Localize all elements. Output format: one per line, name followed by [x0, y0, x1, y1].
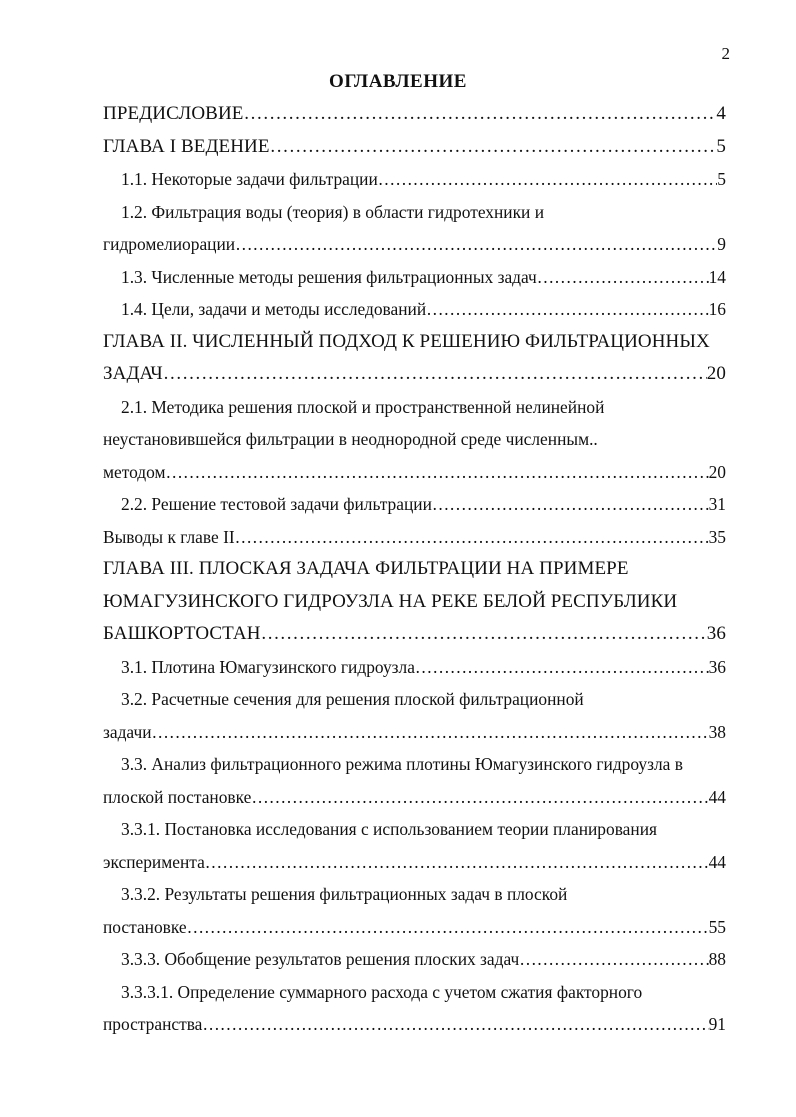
toc-entry-page: 16 [708, 299, 726, 319]
toc-leader [270, 131, 717, 164]
toc-entry-text: 3.3.3. Обобщение результатов решения плоских задач [121, 949, 520, 969]
toc-entry-text: задачи [103, 721, 152, 742]
toc-entry-1-2-cont [103, 228, 726, 261]
toc-leader [378, 163, 718, 196]
toc-leader [432, 488, 709, 521]
toc-entry-text: 3.1. Плотина Юмагузинского гидроузла [121, 656, 415, 677]
toc-entry-chapter-2 [103, 326, 726, 359]
toc-leader [426, 293, 708, 326]
toc-entry-3-3-1-cont [103, 846, 726, 879]
page-number: 2 [721, 44, 730, 63]
toc-entry-3-2-cont [103, 716, 726, 749]
toc-title: ОГЛАВЛЕНИЕ [329, 71, 467, 92]
toc-entry-text: БАШКОРТОСТАН [103, 623, 261, 644]
toc-leader [187, 911, 709, 944]
toc-entry-page: 36 [706, 623, 726, 644]
toc-entry-text: Выводы к главе II [103, 526, 235, 547]
toc-entry-2-1 [103, 391, 726, 424]
toc-entry-page: 14 [708, 266, 726, 287]
toc-entry-page: 38 [708, 721, 726, 742]
toc-leader [235, 521, 709, 554]
toc-entry-3-3-3-1 [103, 976, 726, 1009]
toc-leader [243, 98, 716, 131]
toc-entry-page: 35 [708, 526, 726, 547]
table-of-contents [103, 98, 726, 1041]
toc-leader [537, 261, 709, 294]
toc-leader [166, 456, 709, 489]
toc-entry-text: 1.3. Численные методы решения фильтрационных задач [121, 266, 537, 287]
toc-entry-page: 20 [708, 461, 726, 482]
toc-entry-2-1-cont2 [103, 456, 726, 489]
toc-entry-page: 91 [708, 1014, 726, 1034]
toc-entry-text: ГЛАВА III. ПЛОСКАЯ ЗАДАЧА ФИЛЬТРАЦИИ НА ПРИМЕРЕ [103, 558, 629, 579]
toc-entry-1-1 [103, 163, 726, 196]
toc-entry-page: 44 [708, 851, 726, 872]
toc-entry-page: 55 [708, 916, 726, 937]
toc-entry-chapter-3-cont [103, 586, 726, 619]
toc-entry-chapter-1 [103, 131, 726, 164]
toc-entry-text: 3.3.1. Постановка исследования с использованием теории планирования [121, 819, 658, 839]
toc-entry-3-3-2 [103, 878, 726, 911]
toc-entry-page: 5 [716, 135, 726, 157]
toc-leader [251, 781, 708, 814]
toc-entry-preface [103, 98, 726, 131]
toc-leader [205, 846, 709, 879]
toc-entry-text: 1.2. Фильтрация воды (теория) в области гидротехники и [121, 201, 545, 222]
toc-leader [163, 358, 707, 391]
toc-entry-2-2 [103, 488, 726, 521]
toc-entry-page: 44 [708, 786, 726, 807]
toc-entry-conclusions-2 [103, 521, 726, 554]
toc-entry-text: плоской постановке [103, 786, 252, 807]
toc-entry-text: гидромелиорации [103, 234, 236, 254]
toc-entry-text: 1.1. Некоторые задачи фильтрации [121, 169, 378, 189]
toc-leader [152, 716, 709, 749]
toc-entry-text: эксперимента [103, 851, 205, 872]
toc-entry-text: ПРЕДИСЛОВИЕ [103, 103, 244, 124]
toc-entry-3-3-cont [103, 781, 726, 814]
toc-entry-3-2 [103, 683, 726, 716]
toc-entry-3-1 [103, 651, 726, 684]
toc-entry-page: 4 [716, 103, 726, 124]
toc-leader [415, 651, 709, 684]
toc-leader [519, 943, 708, 976]
toc-entry-chapter-2-cont [103, 358, 726, 391]
toc-entry-page: 88 [708, 949, 726, 969]
toc-entry-text: 2.2. Решение тестовой задачи фильтрации [121, 494, 432, 514]
toc-leader [235, 228, 717, 261]
toc-entry-page: 31 [708, 494, 726, 514]
toc-entry-text: 3.2. Расчетные сечения для решения плоской фильтрационной [121, 689, 584, 709]
toc-entry-text: 1.4. Цели, задачи и методы исследований [121, 299, 427, 319]
toc-entry-text: 3.3.2. Результаты решения фильтрационных задач в плоской [121, 884, 568, 904]
toc-entry-text: ГЛАВА I ВЕДЕНИЕ [103, 135, 270, 157]
toc-entry-3-3-1 [103, 813, 726, 846]
toc-entry-text: ЮМАГУЗИНСКОГО ГИДРОУЗЛА НА РЕКЕ БЕЛОЙ РЕСПУБЛИКИ [103, 590, 678, 612]
toc-entry-3-3-3-1-cont [103, 1008, 726, 1041]
toc-entry-text: 2.1. Методика решения плоской и пространственной нелинейной [121, 396, 605, 417]
toc-entry-text: ЗАДАЧ [103, 363, 163, 384]
toc-entry-text: 3.3.3.1. Определение суммарного расхода с учетом сжатия факторного [121, 981, 643, 1002]
toc-entry-text: пространства [103, 1014, 203, 1034]
toc-entry-text: 3.3. Анализ фильтрационного режима плотины Юмагузинского гидроузла в [121, 754, 683, 774]
toc-leader [202, 1008, 708, 1041]
toc-entry-1-4 [103, 293, 726, 326]
toc-leader [261, 618, 707, 651]
toc-entry-text: ГЛАВА II. ЧИСЛЕННЫЙ ПОДХОД К РЕШЕНИЮ ФИЛЬТРАЦИОННЫХ [103, 330, 710, 352]
toc-entry-page: 20 [706, 363, 726, 384]
toc-entry-2-1-cont [103, 423, 726, 456]
toc-entry-text: неустановившейся фильтрации в неоднородной среде численным.. [103, 429, 598, 449]
toc-entry-chapter-3 [103, 553, 726, 586]
toc-entry-1-3 [103, 261, 726, 294]
toc-entry-page: 9 [717, 234, 726, 254]
toc-entry-text: методом [103, 461, 166, 482]
toc-entry-3-3 [103, 748, 726, 781]
toc-entry-chapter-3-cont2 [103, 618, 726, 651]
toc-entry-page: 36 [708, 656, 726, 677]
toc-entry-1-2 [103, 196, 726, 229]
toc-entry-3-3-3 [103, 943, 726, 976]
toc-entry-text: постановке [103, 916, 187, 937]
toc-entry-3-3-2-cont [103, 911, 726, 944]
toc-entry-page: 5 [717, 169, 726, 189]
